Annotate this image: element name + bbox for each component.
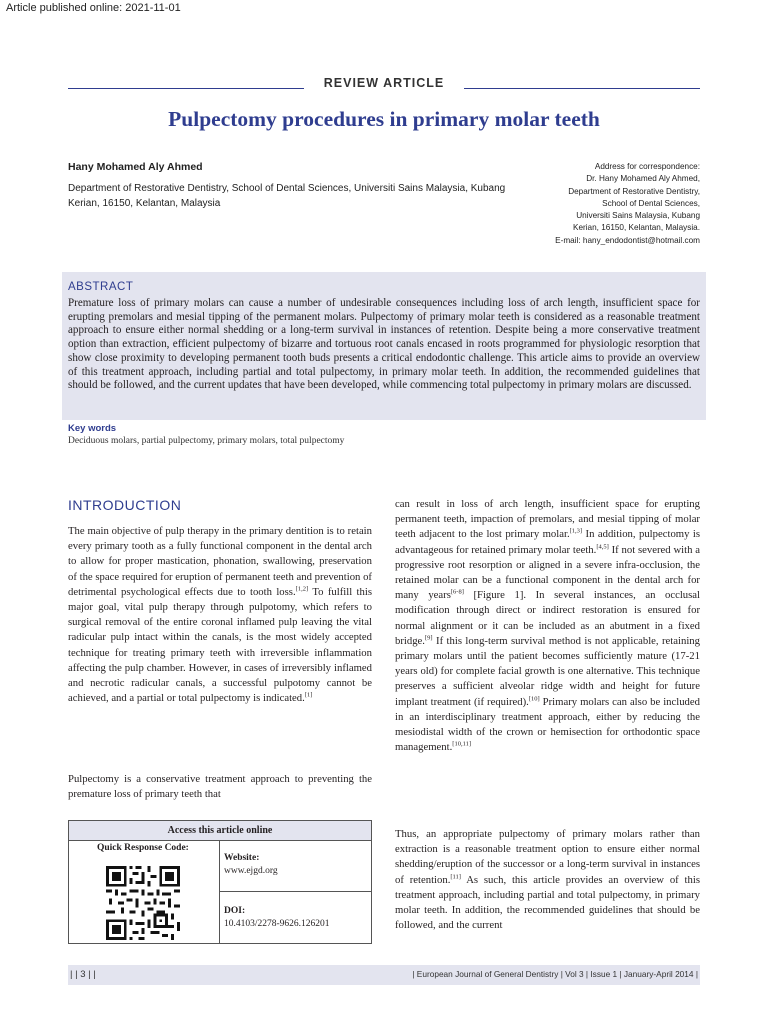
citation: [11]: [450, 873, 461, 881]
access-box-divider: [220, 891, 372, 892]
access-article-box: [68, 820, 372, 944]
intro-paragraph-3: can result in loss of arch length, insufficient space for erupting permanent teeth, impaction of premolars, and mesial tipping of molar teeth adjacent to the lost primary molar.[1,3] In addition, pulpectomy is advantageous for retained primary molar teeth.[4,5] If not severed with a progressive root resorption or aligned in a severe infra-occlusion, the retained molar can be a functional component in the dental arch for many years[6-8] [Figure 1]. In several instances, an occlusal modification through direct or indirect restoration is ensured for normal alignment or it can be included as an abutment in a fixed bridge.[9] If this long-term survival method is not applicable, retaining primary molars until the patient becomes sufficiently mature (17-21 years old) for complete facial growth is one alternative. This technique preserves a sufficient alveolar ridge width and height for future implant treatment (if required).[10] Primary molars can also be included in an interdisciplinary treatment approach, either by reducing the mesiodistal width of the crown or hemisection for orthodontic space management.[10,11]: [395, 498, 701, 754]
correspondence-line: Dr. Hany Mohamed Aly Ahmed,: [586, 174, 700, 184]
journal-citation: | European Journal of General Dentistry | Vol 3 | Issue 1 | January-April 2014 |: [412, 969, 698, 979]
citation: [10,11]: [452, 740, 471, 748]
citation: [10]: [528, 695, 540, 703]
introduction-heading: INTRODUCTION: [68, 497, 182, 513]
section-type: REVIEW ARTICLE: [323, 76, 445, 90]
correspondence-line: Universiti Sains Malaysia, Kubang: [576, 211, 700, 221]
page-number: | | 3 | |: [70, 969, 96, 980]
access-box-heading: Access this article online: [69, 821, 371, 841]
correspondence-line: Kerian, 16150, Kelantan, Malaysia.: [573, 223, 700, 233]
citation: [9]: [424, 634, 433, 642]
keywords-text: Deciduous molars, partial pulpectomy, primary molars, total pulpectomy: [68, 436, 345, 446]
abstract-text: Premature loss of primary molars can cause a number of undesirable consequences including loss of arch length, insufficient space for erupting premolars and mesial tipping of the permanent molars. Pulpectomy of primary molar teeth is considered as a reasonable treatment approach to ensure either normal shedding or a long-term survival in instances of retention. Despite being a more conservative treatment option than extraction, efficient pulpectomy of bizarre and tortuous root canals encased in roots programmed for physiologic resorption that show close proximity to developing permanent tooth buds presents a critical endodontic challenge. This article aims to provide an overview of this treatment approach, including partial and total pulpectomy, in primary molar teeth. In addition, the recommended guidelines that should be followed, and the current updates that have been developed, while commencing total pulpectomy in primary molars are discussed.: [68, 297, 700, 392]
citation: [4,5]: [596, 543, 609, 551]
doi-value[interactable]: 10.4103/2278-9626.126201: [224, 919, 330, 929]
intro-paragraph-1: The main objective of pulp therapy in the primary dentition is to retain every primary tooth as a fully functional component in the dental arch to allow for proper mastication, phonation, swallowing, preservation of the space required for eruption of permanent teeth and prevention of detrimental psychological effects due to tooth loss.[1,2] To fulfill this major goal, vital pulp therapy through pulpotomy, which refers to surgical removal of the entire coronal inflamed pulp leaving the vital radicular pulp intact within the canals, is the most widely accepted technique for treating primary teeth with irreversible inflammation affecting the pulp chamber. However, in cases of irreversibly inflamed and necrotic radicular canals, a successful pulpotomy cannot be achieved, and a partial or total pulpectomy is indicated.[1]: [68, 525, 372, 705]
website-doi-cell: [220, 841, 372, 944]
qr-cell: [69, 841, 220, 944]
correspondence-block: [470, 161, 700, 247]
abstract-heading: ABSTRACT: [68, 281, 134, 293]
correspondence-line: Address for correspondence:: [594, 162, 700, 171]
website-label: Website:: [224, 853, 260, 863]
header-rule-right: [464, 88, 700, 89]
intro-paragraph-4: Thus, an appropriate pulpectomy of primary molars rather than extraction is a reasonable treatment option to ensure either normal shedding/eruption of the successor or a long-term survival in instances of retention.[11] As such, this article provides an overview of this treatment approach, including partial and total pulpectomy, in primary molar teeth. In addition, the recommended guidelines that should be followed, and the current: [395, 828, 700, 932]
author-affiliation: Department of Restorative Dentistry, School of Dental Sciences, Universiti Sains Malaysia, Kubang Kerian, 16150, Kelantan, Malaysia: [68, 183, 506, 209]
published-date: Article published online: 2021-11-01: [6, 2, 181, 14]
correspondence-line: Department of Restorative Dentistry,: [568, 186, 700, 196]
website-link[interactable]: www.ejgd.org: [224, 866, 278, 876]
qr-label: Quick Response Code:: [97, 843, 189, 853]
citation: [6-8]: [450, 588, 464, 596]
qr-code-image[interactable]: [106, 866, 180, 940]
citation: [1]: [304, 691, 313, 699]
correspondence-line: School of Dental Sciences,: [602, 198, 700, 208]
intro-paragraph-2: Pulpectomy is a conservative treatment approach to preventing the premature loss of primary teeth that: [68, 773, 372, 801]
keywords-heading: Key words: [68, 423, 117, 434]
author-name: Hany Mohamed Aly Ahmed: [68, 161, 203, 173]
doi-label: DOI:: [224, 906, 246, 916]
header-rule-left: [68, 88, 304, 89]
citation: [1,3]: [569, 527, 583, 535]
citation: [1,2]: [295, 585, 309, 593]
article-title: Pulpectomy procedures in primary molar teeth: [168, 107, 600, 131]
correspondence-email: E-mail: hany_endodontist@hotmail.com: [555, 235, 700, 245]
